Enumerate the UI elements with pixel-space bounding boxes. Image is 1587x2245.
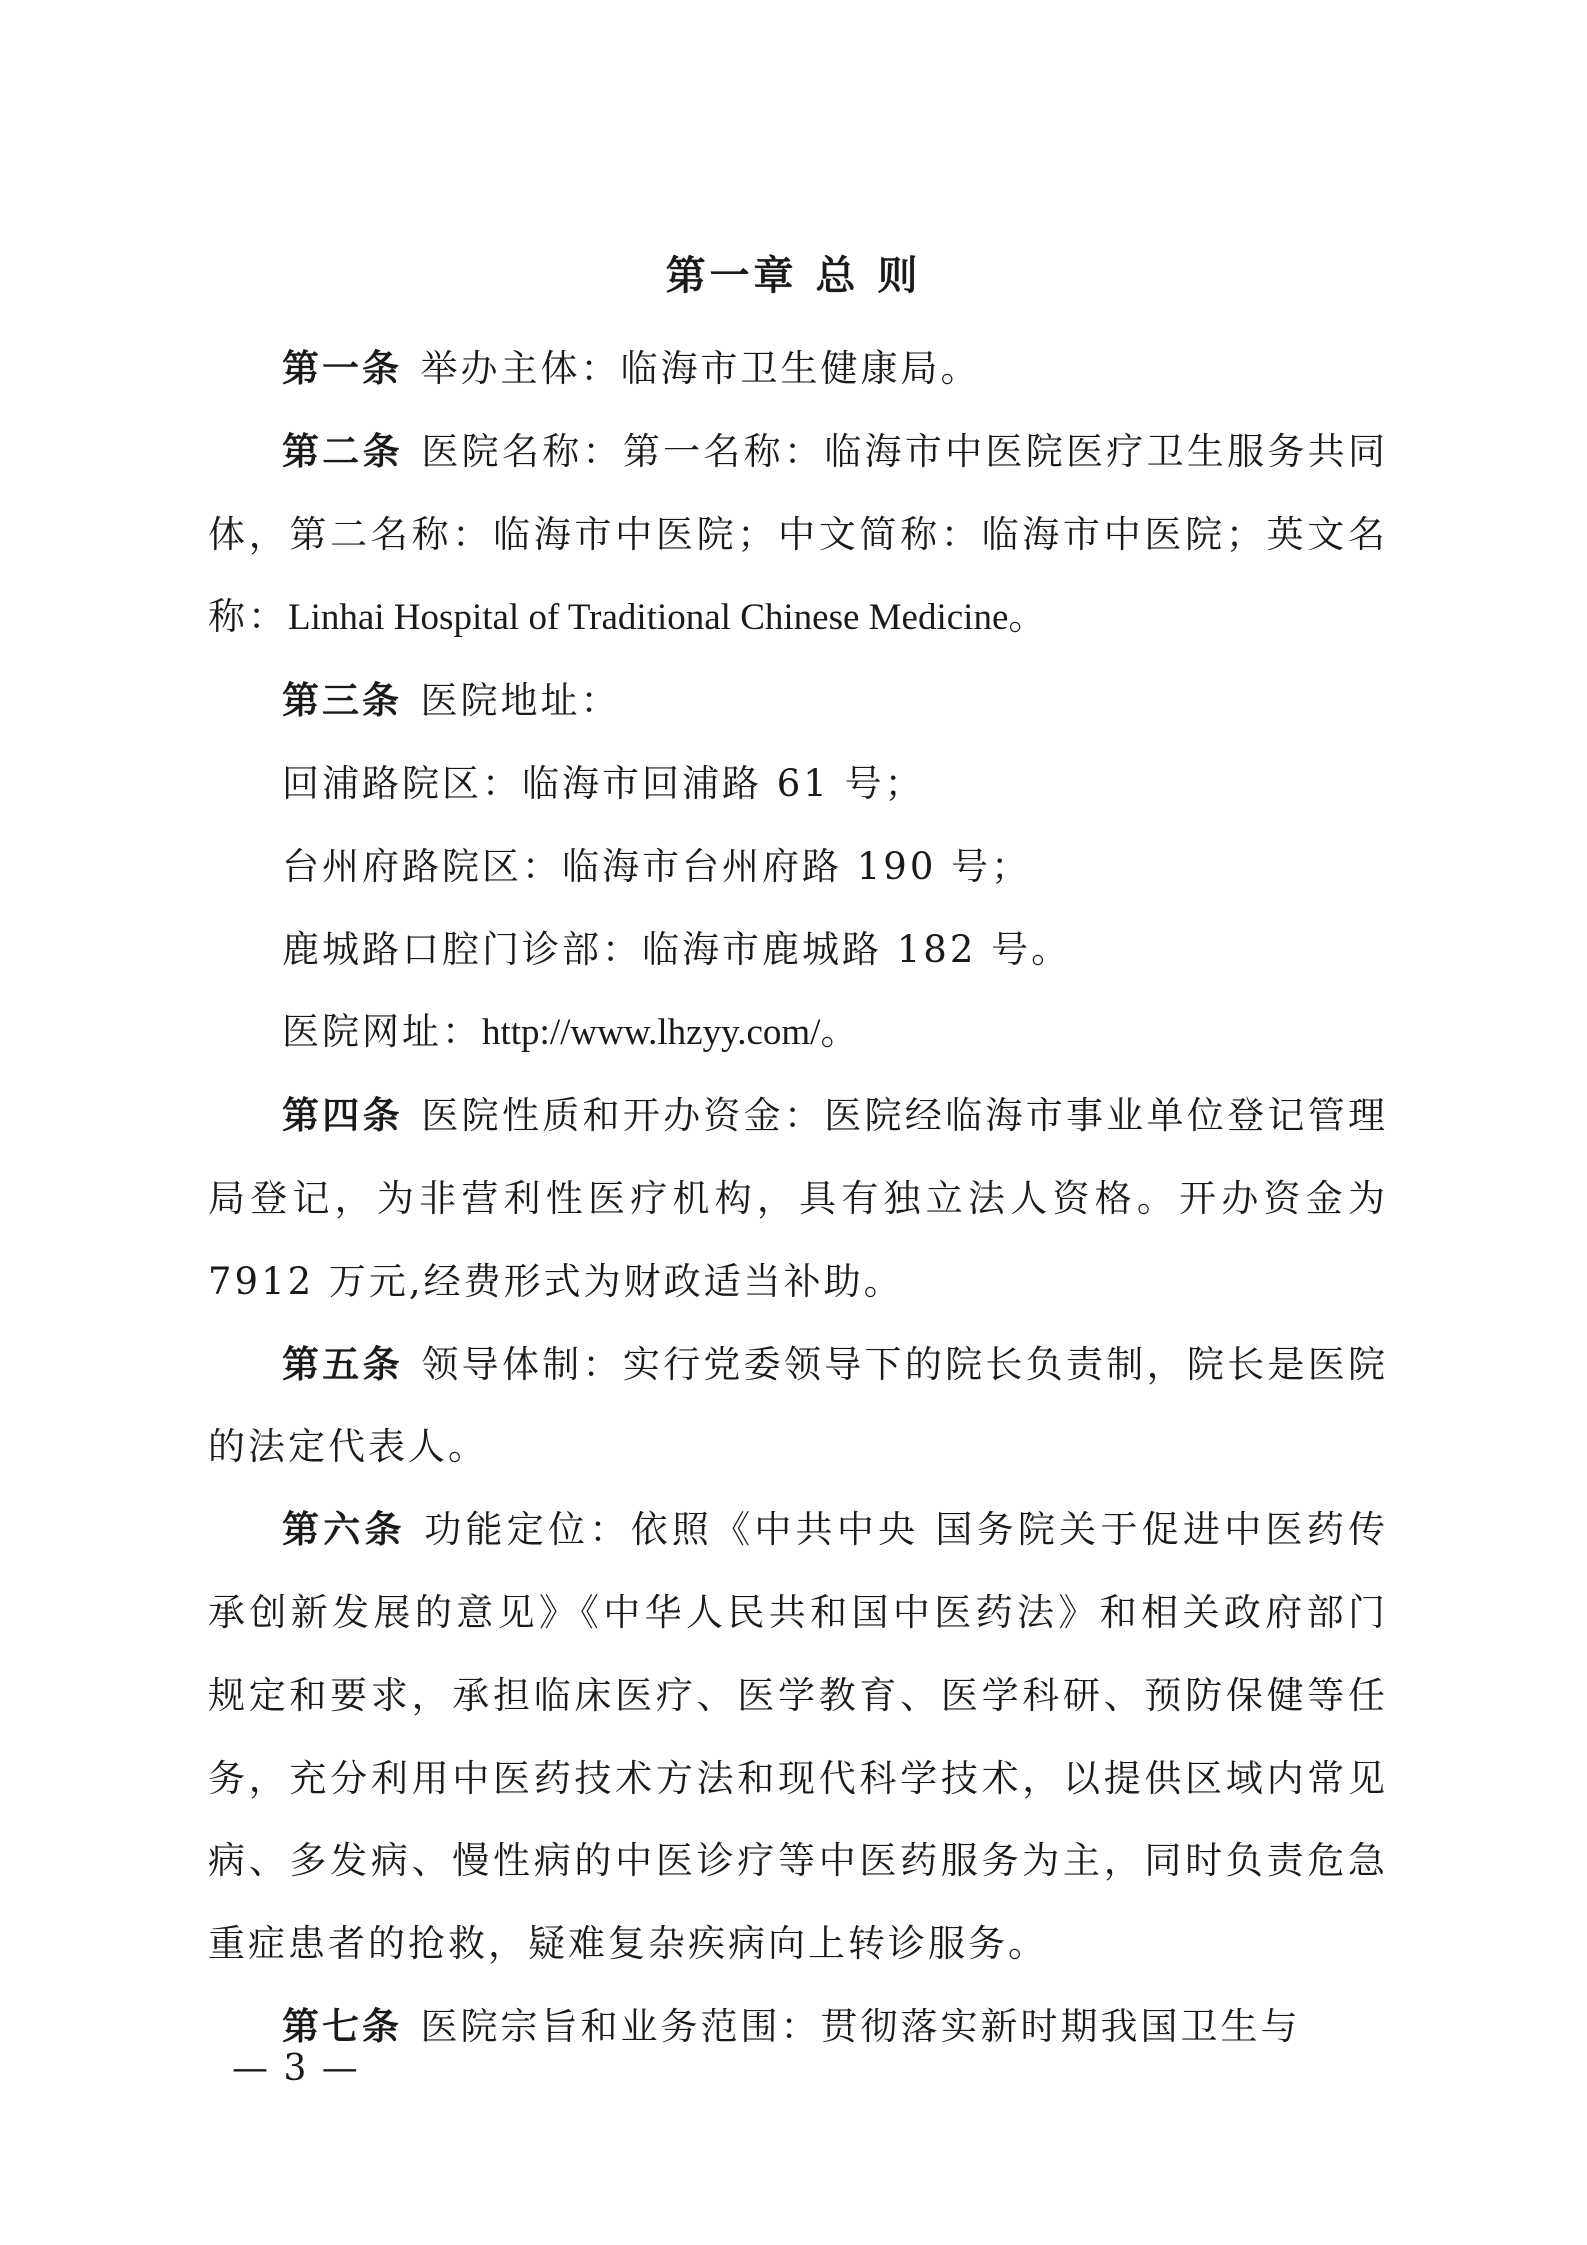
article-text: 医院名称：第一名称：临海市中医院医疗卫生服务共同体，第二名称：临海市中医院；中文简称：临海市中医院；英文名称： bbox=[208, 429, 1389, 639]
article-text: 举办主体：临海市卫生健康局。 bbox=[420, 347, 981, 390]
article-label: 第四条 bbox=[282, 1094, 403, 1138]
article-label: 第三条 bbox=[282, 679, 402, 723]
website-line bbox=[208, 991, 1388, 1075]
article-text: 医院宗旨和业务范围：贯彻落实新时期我国卫生与 bbox=[420, 2004, 1301, 2048]
article-3 bbox=[208, 660, 1388, 743]
article-label: 第二条 bbox=[282, 429, 403, 473]
article-label: 第五条 bbox=[282, 1342, 403, 1386]
chapter-title: 第一章 总 则 bbox=[665, 253, 922, 299]
article-label: 第七条 bbox=[282, 2004, 402, 2048]
address-line: 回浦路院区：临海市回浦路 61 号； bbox=[282, 761, 925, 805]
website-url: http://www.lhzyy.com/ bbox=[482, 1012, 821, 1054]
article-7 bbox=[208, 1986, 1388, 2069]
article-4 bbox=[208, 1075, 1388, 1323]
article-label: 第一条 bbox=[282, 347, 402, 390]
page-number: — 3 — bbox=[232, 2048, 360, 2089]
article-text: 功能定位：依照《中共中央 国务院关于促进中医药传承创新发展的意见》《中华人民共和国中医药法》和相关政府部门规定和要求，承担临床医疗、医学教育、医学科研、预防保健等任务，充分利用中医药技术方法和现代科学技术，以提供区域内常见病、多发病、慢性病的中医诊疗等中医药服务为主，同时负责危急重症患者的抢救，疑难复杂疾病向上转诊服务。 bbox=[208, 1508, 1388, 1966]
article-text-end: 。 bbox=[1008, 595, 1049, 639]
english-name: Linhai Hospital of Traditional Chinese Medicine bbox=[288, 597, 1009, 639]
article-text: 医院性质和开办资金：医院经临海市事业单位登记管理局登记，为非营利性医疗机构，具有独立法人资格。开办资金为 7912 万元,经费形式为财政适当补助。 bbox=[208, 1094, 1389, 1303]
article-2 bbox=[208, 411, 1388, 660]
article-6 bbox=[208, 1489, 1388, 1986]
address-line: 鹿城路口腔门诊部：临海市鹿城路 182 号。 bbox=[282, 927, 1072, 971]
article-label: 第六条 bbox=[282, 1508, 406, 1552]
article-1 bbox=[208, 328, 1388, 411]
article-text: 领导体制：实行党委领导下的院长负责制，院长是医院的法定代表人。 bbox=[208, 1342, 1389, 1469]
address-line: 台州府路院区：临海市台州府路 190 号； bbox=[282, 844, 1032, 888]
article-5 bbox=[208, 1324, 1388, 1490]
website-label: 医院网址： bbox=[282, 1010, 482, 1054]
article-text: 医院地址： bbox=[420, 679, 621, 723]
website-end: 。 bbox=[820, 1010, 861, 1054]
document-body bbox=[208, 328, 1388, 2069]
